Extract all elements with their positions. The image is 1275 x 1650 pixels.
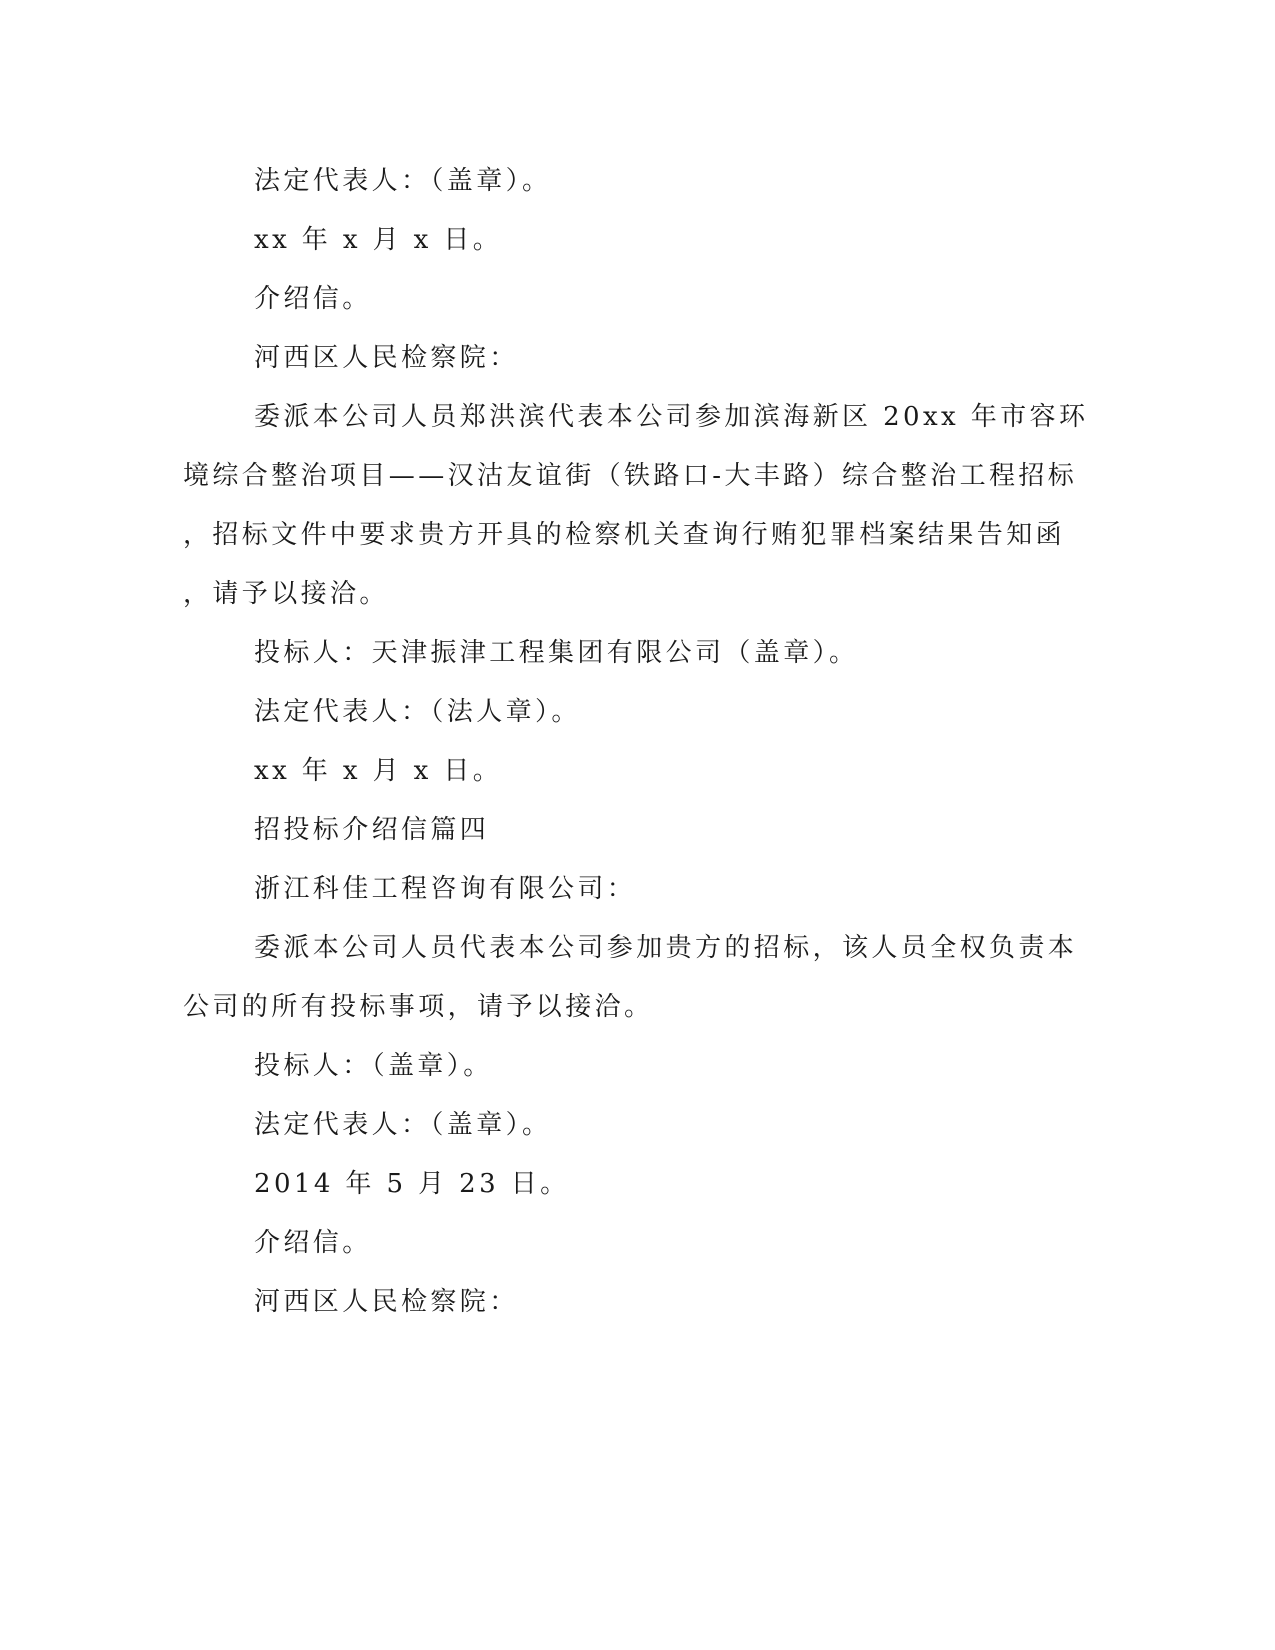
text-line: 介绍信。: [254, 1228, 372, 1258]
text-line: ，请予以接洽。: [183, 579, 389, 609]
text-line: 法定代表人：（盖章）。: [254, 1110, 552, 1140]
text-line: xx 年 x 月 x 日。: [254, 225, 503, 255]
text-line: 公司的所有投标事项，请予以接洽。: [183, 992, 654, 1022]
text-line: xx 年 x 月 x 日。: [254, 756, 503, 786]
text-line: 浙江科佳工程咨询有限公司：: [254, 874, 637, 904]
text-line: 境综合整治项目——汉沽友谊街（铁路口-大丰路）综合整治工程招标: [183, 461, 1078, 491]
text-line: 2014 年 5 月 23 日。: [254, 1169, 570, 1199]
text-line: 河西区人民检察院：: [254, 343, 519, 373]
text-line: 委派本公司人员郑洪滨代表本公司参加滨海新区 20xx 年市容环: [254, 402, 1089, 432]
text-line: ，招标文件中要求贵方开具的检察机关查询行贿犯罪档案结果告知函: [183, 520, 1066, 550]
text-line: 投标人：天津振津工程集团有限公司（盖章）。: [254, 638, 859, 668]
text-line: 介绍信。: [254, 284, 372, 314]
text-line: 委派本公司人员代表本公司参加贵方的招标，该人员全权负责本: [254, 933, 1078, 963]
section-heading: 招投标介绍信篇四: [254, 815, 490, 845]
text-line: 河西区人民检察院：: [254, 1287, 519, 1317]
text-line: 投标人：（盖章）。: [254, 1051, 493, 1081]
text-line: 法定代表人：（法人章）。: [254, 697, 581, 727]
text-line: 法定代表人：（盖章）。: [254, 166, 552, 196]
